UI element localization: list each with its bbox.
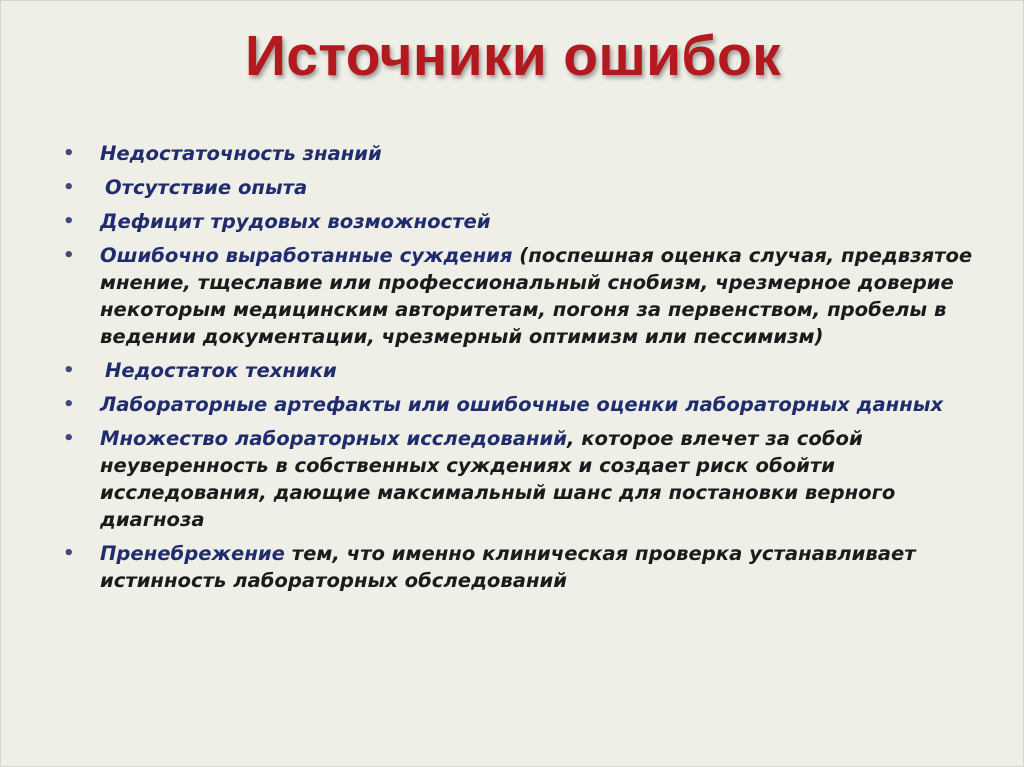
list-item-text: , которое влечет за собой неуверенность в собственных суждениях и создает риск обойти исследования, дающие максимальный шанс для постановки верного диагноза [100,427,896,531]
bullet-icon: • [63,143,75,164]
bullet-list [63,140,983,601]
bullet-icon: • [63,428,75,449]
bullet-icon: • [63,394,75,415]
list-item-highlight: Лабораторные артефакты или ошибочные оценки лабораторных данных [100,393,944,416]
list-item-highlight: Множество лабораторных исследований [100,427,567,450]
list-item [63,391,983,418]
list-item-highlight: Дефицит трудовых возможностей [100,210,491,233]
list-item-highlight: Недостаточность знаний [100,142,382,165]
list-item-text: (поспешная оценка случая, предвзятое мнение, тщеславие или профессиональный снобизм, чрезмерное доверие некоторым медицинским авторитетам, погоня за первенством, пробелы в ведении документации, чрезмерный оптимизм или пессимизм) [100,244,973,348]
bullet-icon: • [63,177,75,198]
list-item [63,242,983,350]
list-item-highlight: Недостаток техники [105,359,337,382]
list-item-highlight: Ошибочно выработанные суждения [100,244,513,267]
list-item [63,174,983,201]
list-item [63,140,983,167]
bullet-icon: • [63,211,75,232]
list-item-highlight: Пренебрежение [100,542,285,565]
slide-title: Источники ошибок [245,24,781,88]
bullet-icon: • [63,360,75,381]
list-item [63,425,983,533]
list-item [63,208,983,235]
list-item [63,540,983,594]
list-item [63,357,983,384]
bullet-icon: • [63,543,75,564]
list-item-text: тем, что именно клиническая проверка устанавливает истинность лабораторных обследований [100,542,916,592]
list-item-highlight: Отсутствие опыта [105,176,308,199]
bullet-icon: • [63,245,75,266]
